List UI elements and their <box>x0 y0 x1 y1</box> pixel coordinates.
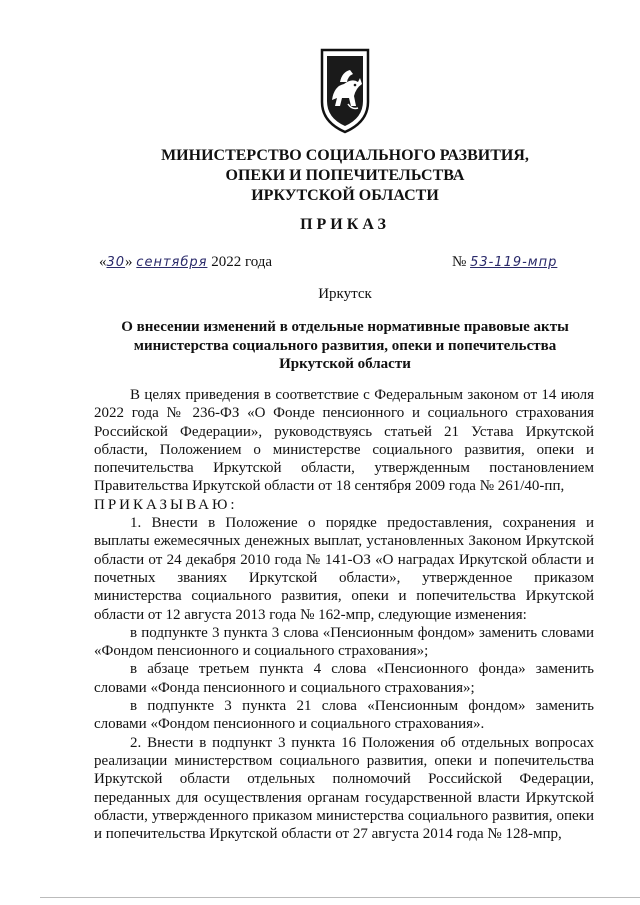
subitem-paragraph: в абзаце третьем пункта 4 слова «Пенсионного фонда» заменить словами «Фонда пенсионного и социального страхования»; <box>94 661 594 696</box>
subitem-paragraph: в подпункте 3 пункта 3 слова «Пенсионным фондом» заменить словами «Фондом пенсионного и социального страхования»; <box>94 624 594 660</box>
order-body <box>94 386 594 843</box>
city: Иркутск <box>318 286 372 302</box>
date-open-quote: « <box>99 254 107 270</box>
order-word: ПРИКАЗЫВАЮ: <box>94 496 238 513</box>
scan-edge-line <box>40 897 640 898</box>
date-year: 2022 года <box>211 254 273 270</box>
ministry-header-line: ОПЕКИ И ПОПЕЧИТЕЛЬСТВА <box>225 167 465 184</box>
item-paragraph: 2. Внести в подпункт 3 пункта 16 Положения об отдельных вопросах реализации министерством социального развития, опеки и попечительства Иркутской области отдельных полномочий Российской Федерации, переданных для осуществления органам государственной власти Иркутской области, утвержденного приказом министерства социального развития, опеки и попечительства Иркутской области от 27 августа 2014 года № 128-мпр, <box>94 734 594 843</box>
number-value: 53-119-мпр <box>470 255 558 270</box>
subitem-paragraph: в подпункте 3 пункта 21 слова «Пенсионным фондом» заменить словами «Фондом пенсионного и социального страхования». <box>94 698 594 733</box>
order-title: ПРИКАЗ <box>300 216 390 233</box>
ministry-header-line: МИНИСТЕРСТВО СОЦИАЛЬНОГО РАЗВИТИЯ, <box>161 147 529 164</box>
order-number <box>452 254 557 271</box>
number-prefix: № <box>452 254 467 270</box>
preamble-paragraph: В целях приведения в соответствие с Федеральным законом от 14 июля 2022 года № 236-ФЗ «О Фонде пенсионного и социального страхования Российской Федерации», руководствуясь статьей 21 Устава Иркутской области, Положением о министерстве социального развития, опеки и попечительства Иркутской области, утвержденным постановлением Правительства Иркутской области от 18 сентября 2009 года № 261/40-пп, <box>94 387 594 495</box>
subject-line: О внесении изменений в отдельные нормативные правовые акты <box>121 319 569 335</box>
subject-line: министерства социального развития, опеки и попечительства <box>133 337 557 354</box>
date-close-quote: » <box>125 254 133 270</box>
ministry-header <box>80 146 610 206</box>
irkutsk-coat-of-arms-icon <box>318 48 372 134</box>
subject-line: Иркутской области <box>279 356 411 372</box>
item-paragraph: 1. Внести в Положение о порядке предоставления, сохранения и выплаты ежемесячных денежных выплат, установленных Законом Иркутской области от 24 декабря 2010 года № 141-ОЗ «О наградах Иркутской области и почетных званиях Иркутской области», утвержденное приказом министерства социального развития, опеки и попечительства Иркутской области от 12 августа 2013 года № 162-мпр, следующие изменения: <box>94 515 594 623</box>
order-subject <box>96 318 594 374</box>
date-month: сентября <box>136 255 208 270</box>
ministry-header-line: ИРКУТСКОЙ ОБЛАСТИ <box>251 187 439 204</box>
order-date <box>99 254 272 271</box>
date-day: 30 <box>106 255 126 270</box>
